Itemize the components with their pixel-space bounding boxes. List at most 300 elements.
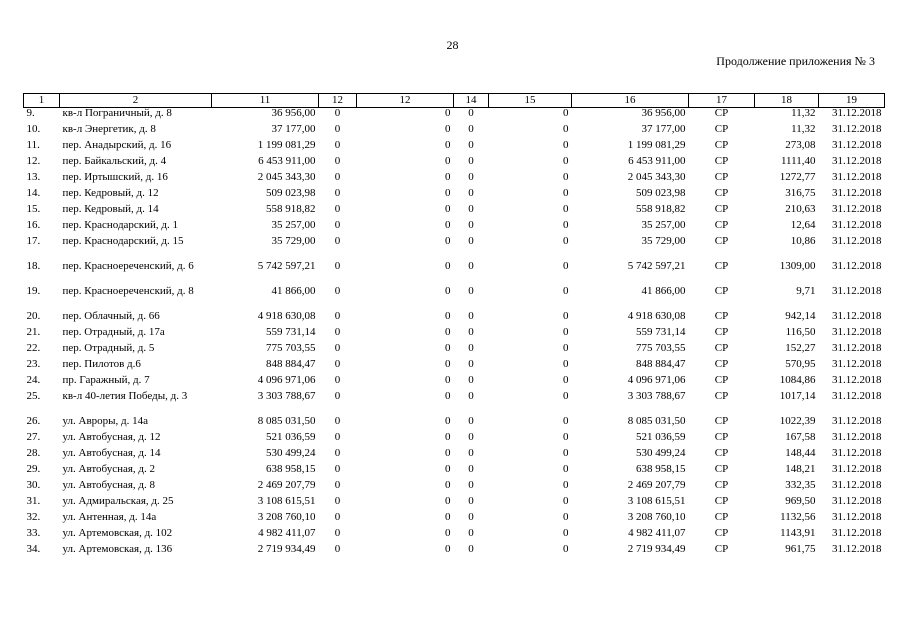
value-cell: 0 [468,495,474,507]
header-cell: 12 [319,94,357,108]
value-cell: 0 [468,235,474,247]
row-number: 24. [26,374,41,386]
code-cell: СР [714,479,729,491]
address-cell: ул. Автобусная, д. 8 [62,479,156,491]
code-cell: СР [714,390,729,402]
address-cell: ул. Адмиральская, д. 25 [62,495,174,507]
code-cell: СР [714,463,729,475]
value-cell: 0 [445,543,451,555]
date-cell: 31.12.2018 [832,358,882,370]
value-cell: 0 [468,527,474,539]
value-cell: 0 [468,374,474,386]
date-cell: 31.12.2018 [832,235,882,247]
address-cell: кв-л Пограничный, д. 8 [62,107,172,119]
value-cell: 0 [334,260,341,272]
date-cell: 31.12.2018 [832,171,882,183]
value-cell: 0 [334,203,341,215]
value-cell: 0 [468,358,474,370]
value-cell: 1272,77 [779,171,816,183]
table-row [24,496,885,512]
amount-cell: 6 453 911,00 [258,155,316,167]
amount-cell: 4 982 411,07 [258,527,316,539]
value-cell: 0 [563,431,569,443]
date-cell: 31.12.2018 [832,219,882,231]
value-cell: 152,27 [785,342,816,354]
table-row [24,204,885,220]
date-cell: 31.12.2018 [832,260,882,272]
continuation-label: Продолжение приложения № 3 [716,54,875,68]
address-cell: пер. Анадырский, д. 16 [62,139,172,151]
value-cell: 0 [468,155,474,167]
table-row [24,544,885,560]
address-cell: пер. Пилотов д.6 [62,358,141,370]
value-cell: 0 [334,326,341,338]
value-cell: 0 [468,543,474,555]
amount-cell: 530 499,24 [636,447,686,459]
value-cell: 0 [563,139,569,151]
value-cell: 0 [334,285,341,297]
table-row [24,528,885,544]
amount-cell: 4 918 630,08 [627,310,686,322]
table-row [24,220,885,236]
value-cell: 0 [468,171,474,183]
row-number: 20. [26,310,41,322]
amount-cell: 848 884,47 [266,358,316,370]
table-row [24,236,885,261]
value-cell: 0 [563,107,569,119]
amount-cell: 2 045 343,30 [627,171,686,183]
row-number: 30. [26,479,41,491]
value-cell: 0 [445,219,451,231]
amount-cell: 559 731,14 [266,326,316,338]
value-cell: 0 [334,415,341,427]
value-cell: 0 [445,171,451,183]
value-cell: 0 [445,463,451,475]
value-cell: 0 [334,155,341,167]
amount-cell: 5 742 597,21 [257,260,316,272]
value-cell: 167,58 [785,431,816,443]
value-cell: 0 [468,260,474,272]
date-cell: 31.12.2018 [832,310,882,322]
row-number: 25. [26,390,41,402]
address-cell: пер. Кедровый, д. 14 [62,203,159,215]
code-cell: СР [714,171,729,183]
value-cell: 1022,39 [779,415,816,427]
value-cell: 0 [468,219,474,231]
address-cell: пер. Краснодарский, д. 1 [62,219,179,231]
value-cell: 210,63 [785,203,816,215]
code-cell: СР [714,543,729,555]
amount-cell: 4 982 411,07 [628,527,686,539]
code-cell: СР [714,219,729,231]
code-cell: СР [714,527,729,539]
code-cell: СР [714,203,729,215]
amount-cell: 638 958,15 [266,463,316,475]
date-cell: 31.12.2018 [832,447,882,459]
code-cell: СР [714,447,729,459]
code-cell: СР [714,123,729,135]
address-cell: пер. Байкальский, д. 4 [62,155,167,167]
value-cell: 0 [445,326,451,338]
amount-cell: 3 303 788,67 [627,390,686,402]
value-cell: 0 [334,139,341,151]
address-cell: ул. Автобусная, д. 14 [62,447,161,459]
amount-cell: 3 108 615,51 [627,495,686,507]
amount-cell: 559 731,14 [636,326,686,338]
value-cell: 1143,91 [780,527,816,539]
value-cell: 0 [334,511,341,523]
address-cell: пер. Иртышский, д. 16 [62,171,168,183]
code-cell: СР [714,310,729,322]
value-cell: 0 [445,285,451,297]
amount-cell: 4 096 971,06 [627,374,686,386]
date-cell: 31.12.2018 [832,543,882,555]
header-cell: 12 [357,94,454,108]
value-cell: 0 [563,511,569,523]
amount-cell: 8 085 031,50 [627,415,686,427]
address-cell: ул. Автобусная, д. 2 [62,463,156,475]
value-cell: 0 [334,171,341,183]
value-cell: 942,14 [785,310,816,322]
value-cell: 0 [468,479,474,491]
address-cell: ул. Авроры, д. 14а [62,415,149,427]
value-cell: 0 [445,203,451,215]
row-number: 29. [26,463,41,475]
amount-cell: 3 108 615,51 [257,495,316,507]
table-row [24,108,885,125]
row-number: 13. [26,171,41,183]
amount-cell: 6 453 911,00 [628,155,686,167]
value-cell: 0 [563,463,569,475]
code-cell: СР [714,107,729,119]
amount-cell: 35 729,00 [271,235,316,247]
value-cell: 0 [334,342,341,354]
amount-cell: 37 177,00 [271,123,316,135]
value-cell: 0 [445,187,451,199]
value-cell: 332,35 [785,479,816,491]
value-cell: 0 [445,495,451,507]
amount-cell: 848 884,47 [636,358,686,370]
code-cell: СР [714,358,729,370]
value-cell: 0 [445,390,451,402]
value-cell: 0 [445,155,451,167]
value-cell: 0 [468,431,474,443]
date-cell: 31.12.2018 [832,431,882,443]
table-row [24,464,885,480]
value-cell: 0 [445,415,451,427]
value-cell: 0 [563,171,569,183]
value-cell: 0 [468,390,474,402]
value-cell: 0 [334,235,341,247]
value-cell: 0 [334,219,341,231]
address-cell: ул. Артемовская, д. 136 [62,543,173,555]
header-cell: 14 [454,94,489,108]
amount-cell: 2 045 343,30 [257,171,316,183]
value-cell: 0 [445,358,451,370]
value-cell: 0 [563,390,569,402]
table-row [24,391,885,416]
table-row [24,343,885,359]
date-cell: 31.12.2018 [832,527,882,539]
code-cell: СР [714,155,729,167]
date-cell: 31.12.2018 [832,342,882,354]
date-cell: 31.12.2018 [832,107,882,119]
value-cell: 0 [445,511,451,523]
amount-cell: 2 719 934,49 [257,543,316,555]
row-number: 27. [26,431,41,443]
value-cell: 0 [563,235,569,247]
code-cell: СР [714,260,729,272]
value-cell: 0 [563,285,569,297]
amount-cell: 521 036,59 [266,431,316,443]
value-cell: 0 [445,310,451,322]
value-cell: 0 [445,235,451,247]
date-cell: 31.12.2018 [832,511,882,523]
value-cell: 273,08 [785,139,816,151]
register-table [23,93,885,560]
row-number: 16. [26,219,41,231]
value-cell: 0 [468,511,474,523]
value-cell: 0 [334,431,341,443]
code-cell: СР [714,511,729,523]
amount-cell: 638 958,15 [636,463,686,475]
value-cell: 0 [563,495,569,507]
row-number: 22. [26,342,41,354]
code-cell: СР [714,431,729,443]
value-cell: 148,44 [785,447,816,459]
table-row [24,375,885,391]
value-cell: 570,95 [785,358,816,370]
value-cell: 148,21 [785,463,816,475]
date-cell: 31.12.2018 [832,390,882,402]
amount-cell: 521 036,59 [636,431,686,443]
header-cell: 19 [819,94,885,108]
row-number: 32. [26,511,41,523]
row-number: 11. [26,139,40,151]
header-row [24,94,885,108]
amount-cell: 1 199 081,29 [627,139,686,151]
value-cell: 0 [445,374,451,386]
header-cell: 1 [24,94,60,108]
value-cell: 0 [468,139,474,151]
value-cell: 0 [563,447,569,459]
value-cell: 11,32 [791,123,816,135]
amount-cell: 4 096 971,06 [257,374,316,386]
amount-cell: 41 866,00 [271,285,316,297]
address-cell: пер. Облачный, д. 66 [62,310,160,322]
amount-cell: 35 729,00 [641,235,686,247]
table-body [24,108,885,561]
row-number: 34. [26,543,41,555]
date-cell: 31.12.2018 [832,463,882,475]
table-row [24,416,885,432]
value-cell: 969,50 [785,495,816,507]
row-number: 18. [26,260,41,272]
amount-cell: 509 023,98 [636,187,686,199]
row-number: 17. [26,235,41,247]
value-cell: 9,71 [796,285,816,297]
value-cell: 0 [563,342,569,354]
value-cell: 0 [334,310,341,322]
table-row [24,327,885,343]
amount-cell: 3 208 760,10 [627,511,686,523]
row-number: 10. [26,123,41,135]
table-row [24,311,885,327]
value-cell: 0 [563,415,569,427]
amount-cell: 3 208 760,10 [257,511,316,523]
value-cell: 116,50 [785,326,816,338]
value-cell: 1309,00 [779,260,816,272]
value-cell: 0 [563,260,569,272]
address-cell: ул. Артемовская, д. 102 [62,527,173,539]
value-cell: 0 [563,187,569,199]
value-cell: 0 [334,358,341,370]
table-row [24,172,885,188]
value-cell: 0 [334,543,341,555]
amount-cell: 35 257,00 [271,219,316,231]
address-cell: пер. Красноереченский, д. 8 [62,285,194,297]
value-cell: 0 [563,310,569,322]
amount-cell: 509 023,98 [266,187,316,199]
value-cell: 0 [445,107,451,119]
value-cell: 0 [563,326,569,338]
date-cell: 31.12.2018 [832,187,882,199]
address-cell: пер. Отрадный, д. 5 [62,342,155,354]
table-row [24,261,885,286]
value-cell: 0 [334,527,341,539]
code-cell: СР [714,235,729,247]
code-cell: СР [714,374,729,386]
header-cell: 11 [212,94,319,108]
row-number: 9. [26,107,35,119]
value-cell: 0 [445,527,451,539]
row-number: 12. [26,155,41,167]
address-cell: ул. Антенная, д. 14а [62,511,157,523]
value-cell: 0 [445,123,451,135]
value-cell: 1111,40 [780,155,816,167]
value-cell: 0 [563,203,569,215]
date-cell: 31.12.2018 [832,155,882,167]
header-cell: 16 [572,94,689,108]
date-cell: 31.12.2018 [832,139,882,151]
table-row [24,359,885,375]
address-cell: пер. Красноереченский, д. 6 [62,260,194,272]
header-cell: 2 [60,94,212,108]
code-cell: СР [714,139,729,151]
address-cell: кв-л 40-летия Победы, д. 3 [62,390,188,402]
table-row [24,124,885,140]
row-number: 23. [26,358,41,370]
table-row [24,432,885,448]
value-cell: 0 [445,447,451,459]
value-cell: 0 [468,107,474,119]
value-cell: 0 [468,342,474,354]
amount-cell: 2 719 934,49 [627,543,686,555]
amount-cell: 36 956,00 [641,107,686,119]
value-cell: 0 [468,463,474,475]
table-row [24,140,885,156]
table-row [24,156,885,172]
row-number: 26. [26,415,41,427]
amount-cell: 558 918,82 [266,203,316,215]
value-cell: 0 [563,527,569,539]
address-cell: пер. Отрадный, д. 17а [62,326,165,338]
amount-cell: 36 956,00 [271,107,316,119]
amount-cell: 3 303 788,67 [257,390,316,402]
code-cell: СР [714,415,729,427]
value-cell: 0 [468,310,474,322]
value-cell: 1084,86 [779,374,816,386]
date-cell: 31.12.2018 [832,479,882,491]
value-cell: 0 [445,260,451,272]
value-cell: 0 [468,187,474,199]
row-number: 31. [26,495,41,507]
table-row [24,286,885,311]
value-cell: 0 [563,543,569,555]
value-cell: 0 [334,374,341,386]
value-cell: 0 [563,479,569,491]
value-cell: 1132,56 [780,511,816,523]
row-number: 19. [26,285,41,297]
value-cell: 12,64 [790,219,816,231]
value-cell: 0 [468,447,474,459]
row-number: 33. [26,527,41,539]
address-cell: кв-л Энергетик, д. 8 [62,123,156,135]
header-cell: 18 [755,94,819,108]
value-cell: 0 [334,463,341,475]
amount-cell: 5 742 597,21 [627,260,686,272]
code-cell: СР [714,187,729,199]
value-cell: 0 [334,447,341,459]
date-cell: 31.12.2018 [832,374,882,386]
value-cell: 0 [563,219,569,231]
value-cell: 1017,14 [779,390,816,402]
address-cell: пер. Краснодарский, д. 15 [62,235,184,247]
amount-cell: 1 199 081,29 [257,139,316,151]
date-cell: 31.12.2018 [832,285,882,297]
row-number: 28. [26,447,41,459]
code-cell: СР [714,285,729,297]
table-row [24,512,885,528]
value-cell: 0 [468,326,474,338]
date-cell: 31.12.2018 [832,203,882,215]
value-cell: 11,32 [791,107,816,119]
amount-cell: 4 918 630,08 [257,310,316,322]
value-cell: 0 [563,155,569,167]
value-cell: 0 [468,415,474,427]
date-cell: 31.12.2018 [832,415,882,427]
page-number: 28 [446,38,459,52]
amount-cell: 8 085 031,50 [257,415,316,427]
value-cell: 0 [334,187,341,199]
header-cell: 15 [489,94,572,108]
value-cell: 316,75 [785,187,816,199]
amount-cell: 775 703,55 [636,342,686,354]
address-cell: ул. Автобусная, д. 12 [62,431,161,443]
amount-cell: 41 866,00 [641,285,686,297]
date-cell: 31.12.2018 [832,495,882,507]
address-cell: пер. Кедровый, д. 12 [62,187,159,199]
value-cell: 0 [334,495,341,507]
row-number: 14. [26,187,41,199]
row-number: 15. [26,203,41,215]
value-cell: 0 [468,203,474,215]
value-cell: 10,86 [790,235,816,247]
value-cell: 0 [445,431,451,443]
table-row [24,480,885,496]
value-cell: 961,75 [785,543,816,555]
date-cell: 31.12.2018 [832,326,882,338]
